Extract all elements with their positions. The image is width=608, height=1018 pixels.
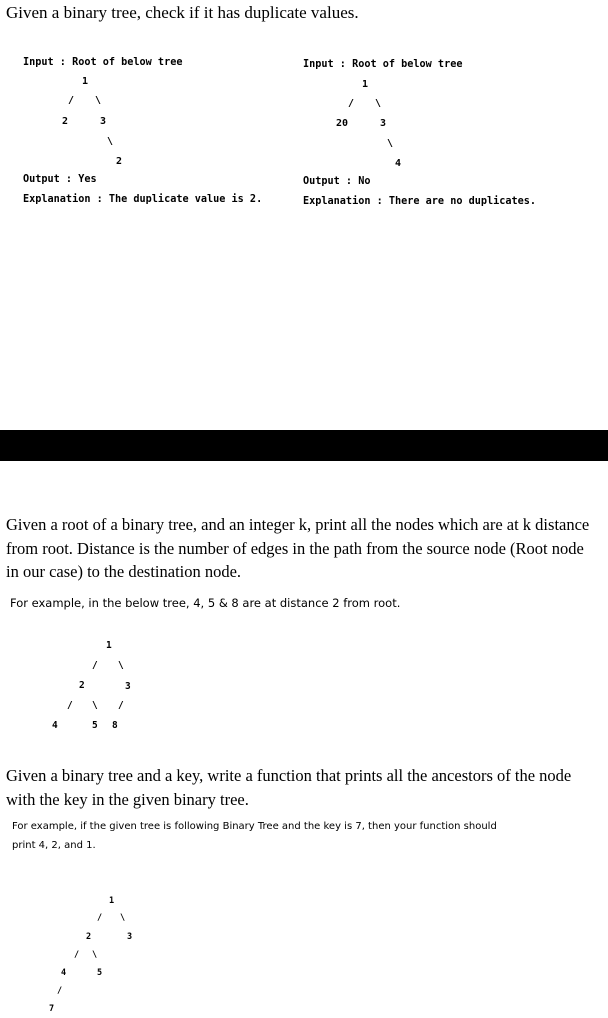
section2-tree-node: 5 [92, 720, 98, 731]
section2-text-line: from root. Distance is the number of edges in the path from the source node (Root node [6, 539, 584, 558]
example2-tree-edge: / [348, 98, 355, 109]
example2-output: Output : No [303, 176, 371, 187]
section3-tree-edge: / [97, 913, 103, 923]
section3-example-line: For example, if the given tree is following Binary Tree and the key is 7, then your function should [12, 821, 497, 832]
section2-tree-node: 3 [125, 681, 131, 692]
example1-tree-node: 3 [100, 116, 107, 127]
example1-output: Output : Yes [23, 174, 97, 185]
example1-tree-node: 2 [62, 116, 69, 127]
example2-tree-edge: \ [375, 98, 382, 109]
section2-tree-node: 8 [112, 720, 118, 731]
section3-tree-edge: \ [92, 950, 98, 960]
section2-tree-edge: / [118, 700, 124, 711]
section3-tree-edge: / [57, 986, 63, 996]
section3-tree-edge: / [74, 950, 80, 960]
section2-tree-node: 4 [52, 720, 58, 731]
example2-tree-node: 20 [336, 118, 349, 129]
section2-text-line: Given a root of a binary tree, and an integer k, print all the nodes which are at k distance [6, 515, 590, 534]
example1-tree-node: 2 [116, 156, 123, 167]
section2-tree-node: 2 [79, 680, 85, 691]
section3-tree-node: 1 [109, 896, 115, 906]
section2-tree-edge: \ [92, 700, 98, 711]
example2-tree-node: 1 [362, 79, 369, 90]
example1-tree-edge: \ [95, 95, 102, 106]
section3-tree-node: 5 [97, 968, 103, 978]
section3-tree-node: 7 [49, 1004, 55, 1014]
section3-tree-edge: \ [120, 913, 126, 923]
example1-tree-node: 1 [82, 76, 89, 87]
section-divider [0, 430, 608, 461]
example1-tree-edge: \ [107, 136, 114, 147]
example2-tree-node: 3 [380, 118, 387, 129]
section3-tree-node: 3 [127, 932, 133, 942]
example2-explanation: Explanation : There are no duplicates. [303, 196, 537, 207]
section2-tree-node: 1 [106, 640, 112, 651]
section3-example-line: print 4, 2, and 1. [12, 840, 96, 851]
example2-tree-edge: \ [387, 138, 394, 149]
section2-tree-edge: / [67, 700, 73, 711]
example2-input-label: Input : Root of below tree [303, 59, 463, 70]
section3-tree-node: 4 [61, 968, 67, 978]
example1-explanation: Explanation : The duplicate value is 2. [23, 194, 263, 205]
section3-tree-node: 2 [86, 932, 92, 942]
section2-tree-edge: \ [118, 660, 124, 671]
section3-text-line: Given a binary tree and a key, write a function that prints all the ancestors of the node [6, 766, 572, 785]
example1-input-label: Input : Root of below tree [23, 57, 183, 68]
example2-tree-node: 4 [395, 158, 402, 169]
section2-example-text: For example, in the below tree, 4, 5 & 8 are at distance 2 from root. [10, 596, 401, 610]
example1-tree-edge: / [68, 95, 75, 106]
section1-title: Given a binary tree, check if it has duplicate values. [6, 3, 359, 22]
section3-text-line: with the key in the given binary tree. [6, 790, 249, 809]
section2-text-line: in our case) to the destination node. [6, 562, 242, 581]
section2-tree-edge: / [92, 660, 98, 671]
